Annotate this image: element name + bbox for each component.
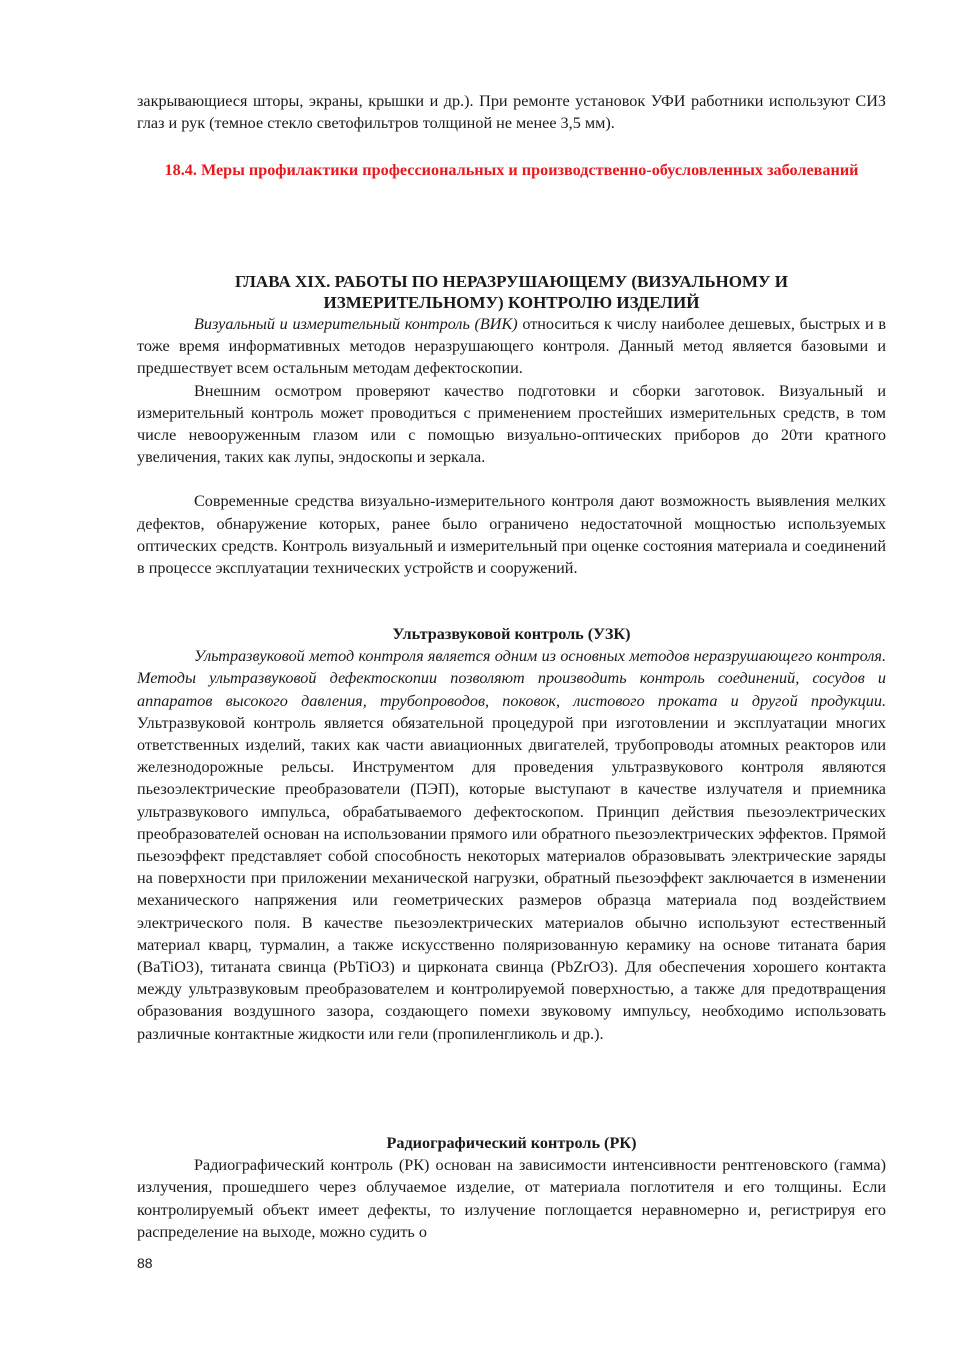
rk-term: Радиографический контроль (РК) (194, 1156, 430, 1175)
chapter-heading-block (137, 271, 886, 313)
chapter-title-line-2: ИЗМЕРИТЕЛЬНОМУ) КОНТРОЛЮ ИЗДЕЛИЙ (323, 293, 700, 312)
rk-paragraph (137, 1154, 886, 1243)
uzk-text-a: Ультразвуковой контроль является обязательной процедурой при изготовлении и эксплуатации многих ответственных изделий, таких как части авиационных двигателей, трубопроводы атомных реакторов или железнодорожные рельсы. Инструментом для проведения ультразвукового контроля являются (137, 713, 886, 777)
section-title: 18.4. Меры профилактики профессиональных и производственно-обусловленных заболеваний (164, 161, 859, 179)
uzk-text-b: (ПЭП), которые выступают в качестве излучателя и приемника ультразвукового импульса, обрабатываемого дефектоскопом. Принцип действия пьезоэлектрических преобразователей основан на использовании прямого или обратного пьезоэлектрических эффектов. Прямой пьезоэффект представляет собой способность некоторых материалов образовывать электрические заряды на поверхности при приложении механической нагрузки, обратный пьезоэффект заключается в изменении механического напряжения или геометрических размеров образца материала под воздействием электрического поля. В качестве пьезоэлектрических материалов обычно используют естественный материал кварц, турмалин, а также искусственно поляризованную керамику на основе титаната бария (BaTiO3), титаната свинца (PbTiO3) и цирконата свинца (PbZrO3). Для обеспечения хорошего контакта между ультразвуковым преобразователем и контролируемой поверхностью, а также для предотвращения образования воздушного зазора, создающего помехи звуковому импульсу, необходимо использовать различные контактные (137, 780, 886, 1043)
rk-heading: Радиографический контроль (РК) (386, 1134, 637, 1152)
vik-paragraph-2: Внешним осмотром проверяют качество подготовки и сборки заготовок. Визуальный и измерительный контроль может проводиться с применением простейших измерительных средств, в том числе невооруженным глазом или с помощью визуально-оптических приборов до 20ти кратного увеличения, таких как лупы, эндоскопы и зеркала. (137, 381, 886, 467)
uzk-italic-text: Ультразвуковой метод контроля является одним из основных методов неразрушающего контроля. Методы ультразвуковой дефектоскопии позволяют производить контроль соединений, сосудов и аппаратов высокого давления, трубопроводов, поковок, листового проката и другой продукции. (137, 647, 886, 710)
uzk-term-pep: пьезоэлектрические преобразователи (137, 780, 401, 799)
uzk-heading: Ультразвуковой контроль (УЗК) (392, 625, 631, 643)
intro-block (137, 90, 886, 134)
vik-term: Визуальный и измерительный контроль (ВИК) (194, 315, 518, 333)
vik-section (137, 313, 886, 579)
rk-paragraph-text: основан на зависимости интенсивности рентгеновского (гамма) излучения, прошедшего через облучаемое изделие, от материала поглотителя и его толщины. Если контролируемый объект имеет дефекты, то излучение поглощается неравномерно и, регистрируя его распределение на выходе, можно судить о (137, 1156, 886, 1241)
vik-paragraph-3: Современные средства визуально-измерительного контроля дают возможность выявления мелких дефектов, обнаружение которых, ранее было ограничено недостаточной мощностью используемых оптических средств. Контроль визуальный и измерительный при оценке состояния материала и соединений в процессе эксплуатации технических устройств и сооружений. (137, 492, 886, 578)
vik-paragraph-1-text: относиться к числу наиболее дешевых, быстрых и в тоже время информативных методов неразрушающего контроля. Данный метод является базовыми и предшествует всем остальным методам дефектоскопии. (137, 315, 886, 378)
intro-paragraph: закрывающиеся шторы, экраны, крышки и др.). При ремонте установок УФИ работники используют СИЗ глаз и рук (темное стекло светофильтров толщиной не менее 3,5 мм). (137, 92, 886, 133)
uzk-paragraph (137, 645, 886, 1045)
section-heading-block (137, 159, 886, 181)
uzk-text-c: пропиленгликоль и др.). (437, 1024, 604, 1043)
chapter-title-line-1: ГЛАВА XIX. РАБОТЫ ПО НЕРАЗРУШАЮЩЕМУ (ВИЗУАЛЬНОМУ И (235, 272, 788, 291)
rk-section (137, 1132, 886, 1243)
uzk-term-gels: жидкости или гели ( (298, 1024, 438, 1043)
uzk-section (137, 623, 886, 1045)
vik-paragraph-1 (137, 313, 886, 380)
page-number: 88 (137, 1255, 153, 1271)
